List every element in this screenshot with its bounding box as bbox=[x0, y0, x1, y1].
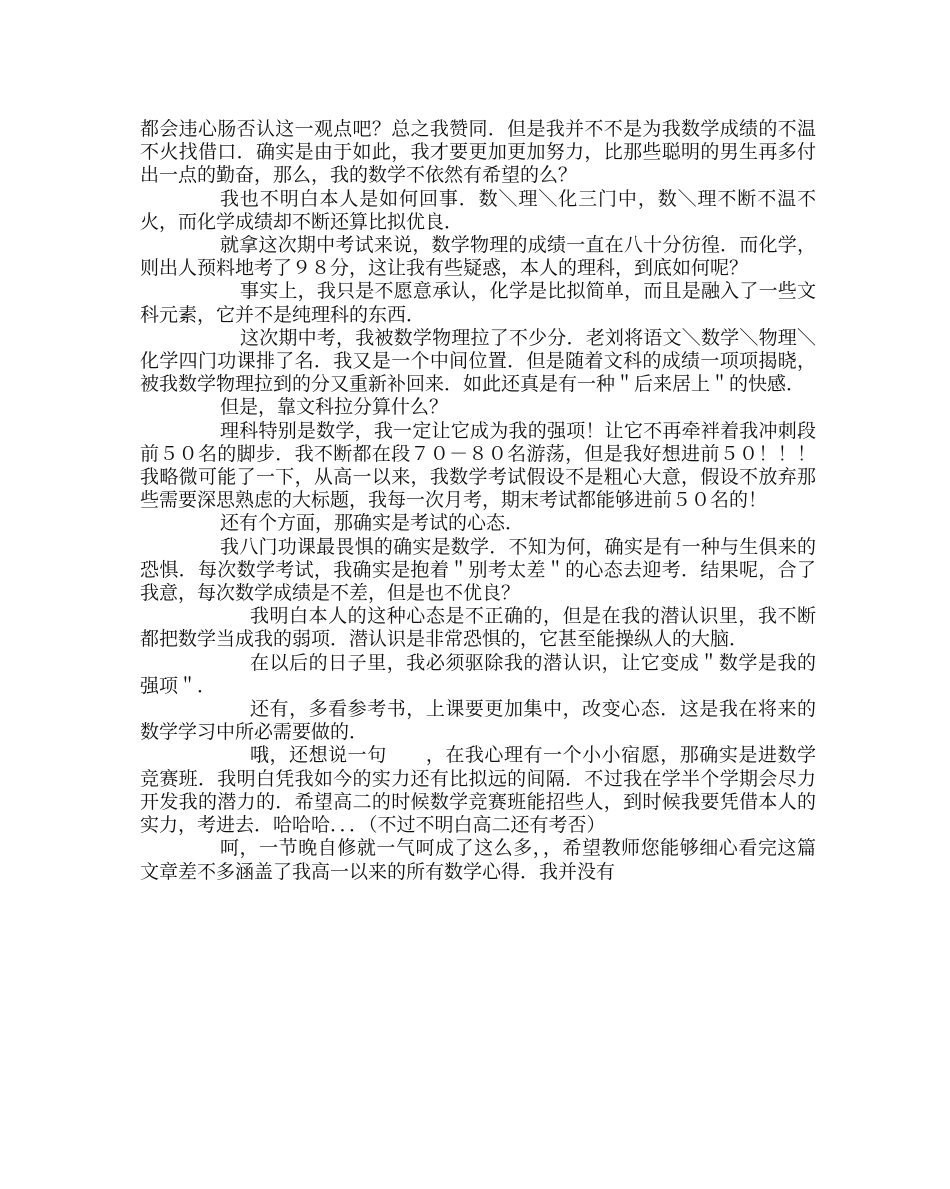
paragraph-6: 但是，靠文科拉分算什么？ bbox=[220, 396, 449, 419]
paragraph-3: 就拿这次期中考试来说，数学物理的成绩一直在八十分彷徨．而化学，则出人预料地考了９８分，这让我有些疑惑，本人的理科，到底如何呢？ bbox=[140, 234, 816, 280]
paragraph-14: 呵，一节晚自修就一气呵成了这么多，，希望教师您能够细心看完这篇文章差不多涵盖了我高一以来的所有数学心得．我并没有 bbox=[140, 837, 816, 883]
paragraph-11: 在以后的日子里，我必须驱除我的潜认识，让它变成＂数学是我的强项＂． bbox=[140, 651, 816, 697]
paragraph-8: 还有个方面，那确实是考试的心态． bbox=[220, 512, 525, 535]
paragraph-12: 还有，多看参考书，上课要更加集中，改变心态．这是我在将来的数学学习中所必需要做的． bbox=[140, 698, 816, 744]
paragraph-1: 都会违心肠否认这一观点吧？总之我赞同．但是我并不不是为我数学成绩的不温不火找借口．确实是由于如此，我才要更加更加努力，比那些聪明的男生再多付出一点的勤奋，那么，我的数学不依然有希望的么？ bbox=[140, 118, 816, 187]
paragraph-5: 这次期中考，我被数学物理拉了不少分．老刘将语文＼数学＼物理＼化学四门功课排了名．我又是一个中间位置．但是随着文科的成绩一项项揭晓，被我数学物理拉到的分又重新补回来．如此还真是有一种＂后来居上＂的快感． bbox=[140, 326, 816, 396]
essay-body bbox=[140, 118, 816, 884]
paragraph-7: 理科特别是数学，我一定让它成为我的强项！让它不再牵袢着我冲刺段前５０名的脚步．我不断都在段７０－８０名游荡，但是我好想进前５０！！！我略微可能了一下，从高一以来，我数学考试假设不是粗心大意，假设不放弃那些需要深思熟虑的大标题，我每一次月考，期末考试都能够进前５０名的！ bbox=[140, 419, 816, 512]
paragraph-9: 我八门功课最畏惧的确实是数学．不知为何，确实是有一种与生俱来的恐惧．每次数学考试，我确实是抱着＂别考太差＂的心态去迎考．结果呢，合了我意，每次数学成绩是不差，但是也不优良？ bbox=[140, 535, 816, 605]
paragraph-4: 事实上，我只是不愿意承认，化学是比拟简单，而且是融入了一些文科元素，它并不是纯理科的东西． bbox=[140, 280, 816, 326]
paragraph-2: 我也不明白本人是如何回事．数＼理＼化三门中，数＼理不断不温不火，而化学成绩却不断还算比拟优良． bbox=[140, 187, 816, 233]
paragraph-13: 哦，还想说一句 ，在我心理有一个小小宿愿，那确实是进数学竞赛班．我明白凭我如今的实力还有比拟远的间隔．不过我在学半个学期会尽力开发我的潜力的．希望高二的时候数学竞赛班能招些人，到时候我要凭借本人的实力，考进去．哈哈哈．．．（不过不明白高二还有考否） bbox=[140, 744, 816, 837]
paragraph-10: 我明白本人的这种心态是不正确的，但是在我的潜认识里，我不断都把数学当成我的弱项．潜认识是非常恐惧的，它甚至能操纵人的大脑． bbox=[140, 605, 816, 651]
